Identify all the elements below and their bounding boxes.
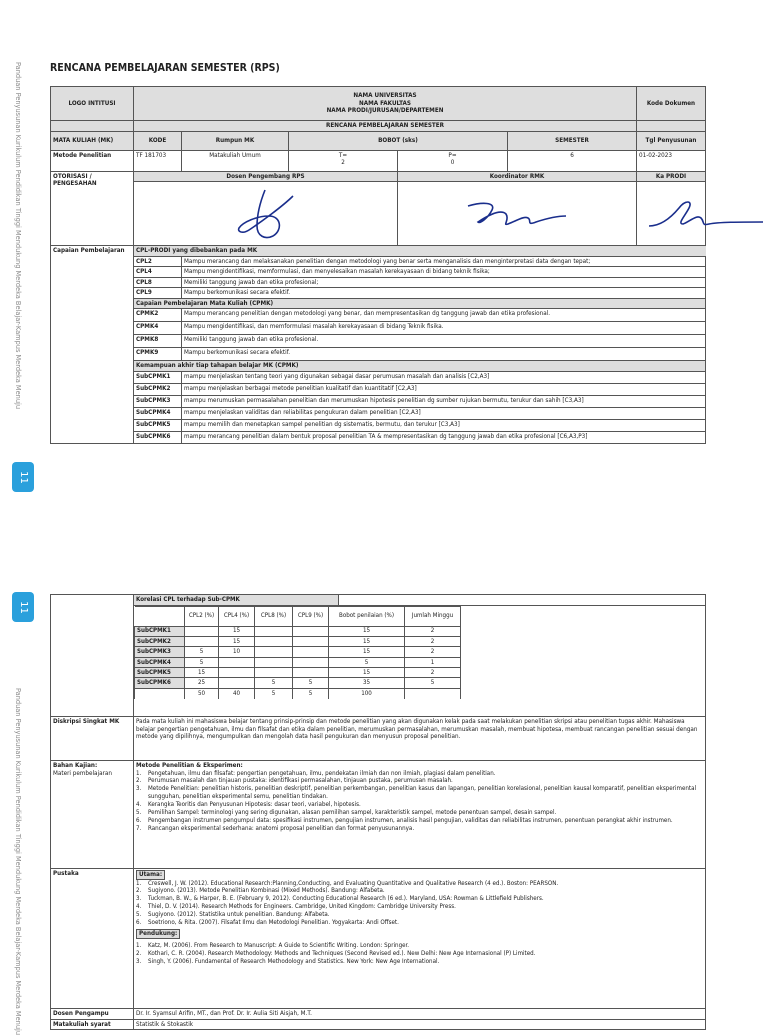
sidebar	[0, 566, 44, 1035]
pustaka-pendukung-list	[136, 942, 703, 966]
pustaka-item: 1. Katz, M. (2006). From Research to Manuscript: A Guide to Scientific Writing. London: Springer.	[136, 941, 410, 949]
pustaka-utama-label: Utama:	[136, 870, 165, 880]
signature-dosen	[134, 182, 398, 246]
mk-semester: 6	[508, 150, 637, 171]
pustaka-pendukung-label: Pendukung:	[136, 929, 180, 939]
korelasi-outer	[134, 595, 705, 699]
pustaka-utama-list	[136, 880, 703, 928]
cpl-code: CPL2	[134, 256, 182, 267]
bahan-item: 5. Pemilihan Sampel: terminologi yang sering digunakan, alasan pemilihan sampel, karakteristik sampel, metode penentuan sampel, desain sampel.	[136, 809, 557, 817]
korelasi-row-label: SubCPMK3	[135, 647, 185, 657]
cpl-heading: CPL-PRODI yang dibebankan pada MK	[134, 246, 706, 257]
otorisasi-label: OTORISASI / PENGESAHAN	[51, 171, 134, 246]
capaian-label: Capaian Pembelajaran	[51, 246, 134, 444]
pustaka-item: 3. Singh, Y. (2006). Fundamental of Research Methodology and Statistics. New York: New Age International.	[136, 957, 440, 965]
pustaka-item: 1. Creswell, J. W. (2012). Educational Research:Planning,Conducting, and Evaluating Quantitative and Qualitative Research (4 ed.). Boston: PEARSON.	[136, 879, 559, 887]
korelasi-row-label: SubCPMK1	[135, 626, 185, 636]
korelasi-table: CPL2 (%) CPL4 (%) CPL8 (%) CPL9 (%) Bobot penilaian (%) Jumlah Minggu SubCPMK1 15 15 2 SubCPMK2 15 15 2 SubCPMK3 5 10 15 2 SubCPMK4 5 5 1 SubCPMK5 15 15 2 SubCPMK6 25 5 5 35 5 50 40 5 5 100	[134, 606, 461, 699]
pustaka-cell	[134, 869, 706, 1009]
syarat-label: Matakuliah syarat	[51, 1019, 134, 1030]
bobot-p: P= 0	[398, 150, 508, 171]
korelasi-row-label: SubCPMK5	[135, 668, 185, 678]
bahan-label: Bahan Kajian: Materi pembelajaran	[51, 761, 134, 869]
mk-header: MATA KULIAH (MK)	[51, 131, 134, 150]
sub-cpmk-text: mampu menjelaskan berbagai metode penelitian kualitatif dan kuantitatif [C2,A3]	[182, 383, 706, 395]
semester-header: SEMESTER	[508, 131, 637, 150]
dosen-pengembang-header: Dosen Pengembang RPS	[134, 171, 398, 182]
sub-cpmk-code: SubCPMK4	[134, 407, 182, 419]
cpmk-code: CPMK2	[134, 309, 182, 322]
page-number-tab: 11	[12, 462, 34, 492]
sub-cpmk-code: SubCPMK1	[134, 371, 182, 383]
mk-name: Metode Penelitian	[51, 150, 134, 171]
page-2	[0, 566, 768, 1035]
sidebar-text: Panduan Penyusunan Kurikulum Pendidikan Tinggi Mendukung Merdeka Belajar-Kampus Merdeka Menuju	[14, 688, 22, 1035]
cpl-code: CPL4	[134, 267, 182, 278]
pustaka-item: 2. Sugiyono. (2013). Metode Penelitian Kombinasi (Mixed Methods). Bandung: Alfabeta.	[136, 887, 385, 895]
cpmk-code: CPMK8	[134, 335, 182, 348]
rps-label: RENCANA PEMBELAJARAN SEMESTER	[134, 121, 637, 132]
koordinator-header: Koordinator RMK	[398, 171, 637, 182]
korelasi-row-label: SubCPMK2	[135, 636, 185, 646]
sub-cpmk-code: SubCPMK6	[134, 431, 182, 443]
mk-kode: TF 181703	[134, 150, 182, 171]
sub-cpmk-text: mampu merancang penelitian dalam bentuk proposal penelitian TA & mempresentasikan dg tanggung jawab dan etika profesional [C6,A3,P3]	[182, 431, 706, 443]
sidebar	[0, 0, 44, 512]
korelasi-row-label: SubCPMK4	[135, 657, 185, 667]
korelasi-row-label: SubCPMK6	[135, 678, 185, 688]
korelasi-cell	[134, 595, 706, 717]
signature-kaprodi	[637, 182, 706, 246]
korelasi-title: Korelasi CPL terhadap Sub-CPMK	[134, 595, 338, 605]
cpmk-heading: Capaian Pembelajaran Mata Kuliah (CPMK)	[134, 298, 706, 309]
mk-rumpun: Matakuliah Umum	[182, 150, 289, 171]
sub-cpmk-code: SubCPMK3	[134, 395, 182, 407]
cpmk-text: Mampu berkomunikasi secara efektif.	[182, 348, 706, 361]
korelasi-header: CPL9 (%)	[293, 606, 329, 626]
korelasi-header: Jumlah Minggu	[405, 606, 461, 626]
pustaka-item: 2. Kothari, C. R. (2004). Research Methodology: Methods and Techniques (Second Revised ed.). New Delhi: New Age Internasional (P) Limited.	[136, 949, 536, 957]
bahan-item: 3. Metode Penelitian: penelitian historis, penelitian deskriptif, penelitian perkembangan, penelitian kasus dan lapangan, penelitian korelasional, penelitian kausal komparatif, penelitian eksperimental sungguhan, penelitian eksperimental semu, penelitian tindakan.	[136, 785, 697, 801]
bahan-item: 6. Pengembangan instrumen pengumpul data: spesifikasi instrumen, pengujian instrumen, analisis hasil pengujian, validitas dan reliabilitas instrumen, penentuan perangkat akhir instrumen.	[136, 817, 673, 825]
logo-cell: LOGO INTITUSI	[51, 87, 134, 121]
cpmk-text: Mampu mengidentifikasi, dan memformulasi masalah kerekayasaan di bidang Teknik fisika.	[182, 322, 706, 335]
bobot-header: BOBOT (sks)	[289, 131, 508, 150]
cpl-text: Mampu merancang dan melaksanakan penelitian dengan metodologi yang benar serta menganalisis dan menginterpretasi data dengan tepat;	[182, 256, 706, 267]
rps-header-table	[50, 86, 706, 444]
rps-detail-table	[50, 594, 706, 1030]
cpl-code: CPL8	[134, 277, 182, 288]
sidebar-text: Panduan Penyusunan Kurikulum Pendidikan Tinggi Mendukung Merdeka Belajar-Kampus Merdeka Menuju	[14, 62, 22, 410]
bobot-t: T= 2	[289, 150, 398, 171]
bahan-item: 7. Rancangan eksperimental sederhana: anatomi proposal penelitian dan format penyusunannya.	[136, 825, 415, 833]
cpl-code: CPL9	[134, 288, 182, 299]
bahan-heading: Metode Penelitian & Eksperimen:	[136, 762, 243, 769]
sub-cpmk-text: mampu menjelaskan validitas dan reliabilitas pengukuran dalam penelitian [C2,A3]	[182, 407, 706, 419]
bahan-cell	[134, 761, 706, 869]
pustaka-item: 3. Tuckman, B. W., & Harper, B. E. (February 9, 2012). Conducting Educational Research (6 ed.). Maryland, USA: Rowman & Littlefield Publishers.	[136, 895, 544, 903]
cpmk-text: Mampu merancang penelitian dengan metodologi yang benar, dan mempresentasikan dg tanggung jawab dan etika profesional.	[182, 309, 706, 322]
sub-cpmk-text: mampu merumuskan permasalahan penelitian dan merumuskan hipotesis penelitian dg sumber rujukan bermutu, terukur dan sahih [C3,A3]	[182, 395, 706, 407]
bahan-item: 1. Pengetahuan, ilmu dan filsafat: pengertian pengetahuan, ilmu, pendekatan ilmiah dan non ilmiah, plagiasi dalam penelitian.	[136, 769, 496, 777]
cpl-text: Mampu mengidentifikasi, memformulasi, dan menyelesaikan masalah kerekayasaan di bidang teknik fisika;	[182, 267, 706, 278]
bahan-list	[136, 770, 703, 834]
pustaka-label: Pustaka	[51, 869, 134, 1009]
sub-cpmk-code: SubCPMK2	[134, 383, 182, 395]
pustaka-item: 6. Soetriono, & Rita. (2007). Filsafat Ilmu dan Metodologi Penelitian. Yogyakarta: Andi Offset.	[136, 919, 399, 927]
signature-koordinator	[398, 182, 637, 246]
kode-dokumen: Kode Dokumen	[637, 87, 706, 121]
cpmk-text: Memiliki tanggung jawab dan etika profesional.	[182, 335, 706, 348]
kaprodi-header: Ka PRODI	[637, 171, 706, 182]
tgl-header: Tgl Penyusunan	[637, 131, 706, 150]
bahan-item: 4. Kerangka Teoritis dan Penyusunan Hipotesis: dasar teori, variabel, hipotesis.	[136, 801, 361, 809]
document-title: RENCANA PEMBELAJARAN SEMESTER (RPS)	[50, 62, 280, 74]
cpmk-code: CPMK4	[134, 322, 182, 335]
cpmk-code: CPMK9	[134, 348, 182, 361]
korelasi-header	[135, 606, 185, 626]
university-names: NAMA UNIVERSITAS NAMA FAKULTAS NAMA PRODI/JURUSAN/DEPARTEMEN	[134, 87, 637, 121]
bahan-item: 2. Perumusan masalah dan tinjauan pustaka: identifikasi permasalahan, tinjauan pustaka, perumusan masalah.	[136, 777, 453, 785]
page-number-tab: 11	[12, 592, 34, 622]
deskripsi-label: Diskripsi Singkat MK	[51, 717, 134, 761]
korelasi-header: CPL8 (%)	[255, 606, 293, 626]
korelasi-header: CPL2 (%)	[185, 606, 219, 626]
dosen-text: Dr. Ir. Syamsul Arifin, MT., dan Prof. Dr. Ir. Aulia Siti Aisjah, M.T.	[134, 1009, 706, 1020]
korelasi-total: 50	[185, 688, 219, 698]
mk-tgl: 01-02-2023	[637, 150, 706, 171]
sub-cpmk-code: SubCPMK5	[134, 419, 182, 431]
kode-header: KODE	[134, 131, 182, 150]
sub-cpmk-heading: Kemampuan akhir tiap tahapan belajar MK (CPMK)	[134, 361, 706, 372]
rumpun-header: Rumpun MK	[182, 131, 289, 150]
cpl-text: Memiliki tanggung jawab dan etika profesional;	[182, 277, 706, 288]
dosen-label: Dosen Pengampu	[51, 1009, 134, 1020]
pustaka-item: 5. Sugiyono. (2012). Statistika untuk penelitian. Bandung: Alfabeta.	[136, 911, 330, 919]
syarat-text: Statistik & Stokastik	[134, 1019, 706, 1030]
deskripsi-text: Pada mata kuliah ini mahasiswa belajar tentang prinsip-prinsip dan metode penelitian yang akan digunakan kelak pada saat melakukan penelitian skripsi atau penelitian tugas akhir. Mahasiswa belajar pengertian pengetahuan, ilmu dan filsafat dan etika dalam penelitian, merumuskan permasalahan, merumuskan masalah, membuat hipotesa, membuat rancangan penelitian sesuai dengan metode yang dipilihnya, mengumpulkan dan mengolah data hasil pengukuran dan menyusun proposal penelitian.	[134, 717, 706, 761]
korelasi-header: Bobot penilaian (%)	[329, 606, 405, 626]
cpl-text: Mampu berkomunikasi secara efektif.	[182, 288, 706, 299]
sub-cpmk-text: mampu memilih dan menetapkan sampel penelitian dg sistematis, bermutu, dan terukur [C3,A3]	[182, 419, 706, 431]
pustaka-item: 4. Thiel, D. V. (2014). Research Methods for Engineers. Cambridge, United Kingdom: Cambridge University Press.	[136, 903, 456, 911]
sub-cpmk-text: mampu menjelaskan tentang teori yang digunakan sebagai dasar perumusan masalah dan analisis [C2,A3]	[182, 371, 706, 383]
page-1	[0, 0, 768, 512]
korelasi-header: CPL4 (%)	[219, 606, 255, 626]
